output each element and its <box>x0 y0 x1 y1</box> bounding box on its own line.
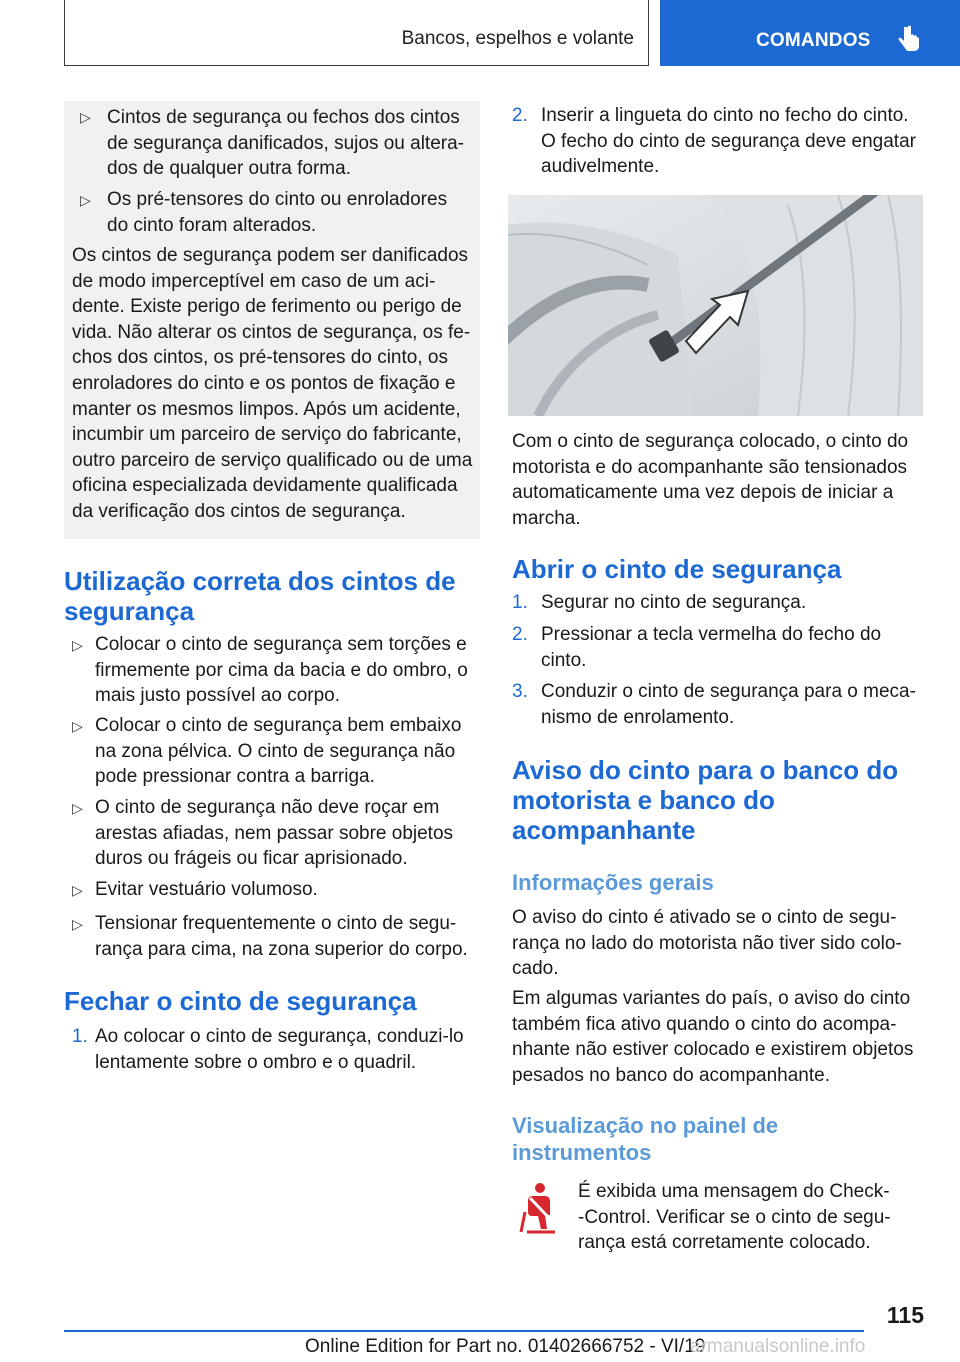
open-step-2: Pressionar a tecla vermelha do fecho do cinto. <box>541 624 882 671</box>
bullet-triangle-icon: ▷ <box>72 718 83 734</box>
open-step-1: Segurar no cinto de segurança. <box>541 592 807 613</box>
bullet-triangle-icon: ▷ <box>72 800 83 816</box>
bullet-triangle-icon: ▷ <box>80 109 91 125</box>
warning-bullet-2: Os pré-tensores do cinto ou enroladores do cinto foram alterados. <box>107 189 448 236</box>
bullet-triangle-icon: ▷ <box>72 637 83 653</box>
bullet-triangle-icon: ▷ <box>72 882 83 898</box>
general-paragraph-2: Em algumas variantes do país, o aviso do cinto também fica ativo quando o cinto do acompa‐ nhante não estiver colocado e existirem objetos pesados no banco do acompanhante. <box>512 988 914 1086</box>
close-step-2: Inserir a lingueta do cinto no fecho do cinto. O fecho do cinto de segurança deve engatar audivelmente. <box>541 105 916 178</box>
step-number: 1. <box>512 592 528 613</box>
warning-paragraph: Os cintos de segurança podem ser danificados de modo imperceptível em caso de um aci‐ dente. Existe perigo de ferimento ou perigo de vida. Não alterar os cintos de segurança, os fe‐ chos dos cintos, os pré-tensores do cinto, os enroladores do cinto e os pontos de fixação e manter os mesmos limpos. Após um acidente, incumbir um parceiro de serviço do fabricante, outro parceiro de serviço qualificado ou de uma oficina especializada devidamente qualificada da verificação dos cintos de segurança. <box>72 245 473 522</box>
general-paragraph-1: O aviso do cinto é ativado se o cinto de segu‐ rança no lado do motorista não tiver sido colo‐ cado. <box>512 907 902 980</box>
watermark: armanualsonline.info <box>690 1336 866 1357</box>
bullet-triangle-icon: ▷ <box>80 192 91 208</box>
page-number: 115 <box>886 1302 924 1328</box>
warning-bullet-1: Cintos de segurança ou fechos dos cintos de segurança danificados, sujos ou altera‐ dos de qualquer outra forma. <box>107 107 465 180</box>
step-number: 3. <box>512 681 528 702</box>
correct-use-bullet-3: O cinto de segurança não deve roçar em arestas afiadas, nem passar sobre objetos duros ou frágeis ou ficar aprisionado. <box>95 797 454 870</box>
heading-instrument-display: Visualização no painel de instrumentos <box>512 1113 779 1165</box>
correct-use-bullet-5: Tensionar frequentemente o cinto de segu‐ rança para cima, na zona superior do corpo. <box>95 913 468 960</box>
correct-use-bullet-1: Colocar o cinto de segurança sem torções e firmemente por cima da bacia e do ombro, o mais justo possível ao corpo. <box>95 634 468 707</box>
heading-open-belt: Abrir o cinto de segurança <box>512 554 842 584</box>
heading-belt-reminder: Aviso do cinto para o banco do motorista e banco do acompanhante <box>512 755 899 845</box>
heading-general-info: Informações gerais <box>512 870 714 895</box>
step-number: 2. <box>512 624 528 645</box>
close-step-1: Ao colocar o cinto de segurança, conduzi-lo lentamente sobre o ombro e o quadril. <box>95 1026 464 1073</box>
pointing-hand-icon <box>898 25 920 55</box>
chapter-title: COMANDOS <box>756 30 871 51</box>
seatbelt-warning-icon <box>519 1182 559 1236</box>
step-number: 2. <box>512 105 528 126</box>
open-step-3: Conduzir o cinto de segurança para o meca‐ nismo de enrolamento. <box>541 681 916 728</box>
correct-use-bullet-2: Colocar o cinto de segurança bem embaixo na zona pélvica. O cinto de segurança não pode pressionar contra a barriga. <box>95 715 462 788</box>
chapter-tab[interactable] <box>660 0 960 66</box>
section-title: Bancos, espelhos e volante <box>401 28 634 49</box>
seatbelt-buckle-photo <box>508 195 923 416</box>
footer-divider <box>64 1330 864 1332</box>
edition-text: Online Edition for Part no. 01402666752 - VI/19 <box>305 1336 706 1357</box>
correct-use-bullet-4: Evitar vestuário volumoso. <box>95 879 318 900</box>
header-section-box <box>64 0 649 66</box>
heading-correct-use: Utilização correta dos cintos de segurança <box>64 566 456 626</box>
after-photo-paragraph: Com o cinto de segurança colocado, o cinto do motorista e do acompanhante são tensionados automaticamente uma vez depois de iniciar a marcha. <box>512 431 909 529</box>
bullet-triangle-icon: ▷ <box>72 916 83 932</box>
heading-close-belt: Fechar o cinto de segurança <box>64 986 417 1016</box>
step-number: 1. <box>72 1026 88 1047</box>
display-paragraph: É exibida uma mensagem do Check- -Control. Verificar se o cinto de segu‐ rança está corretamente colocado. <box>578 1181 891 1254</box>
